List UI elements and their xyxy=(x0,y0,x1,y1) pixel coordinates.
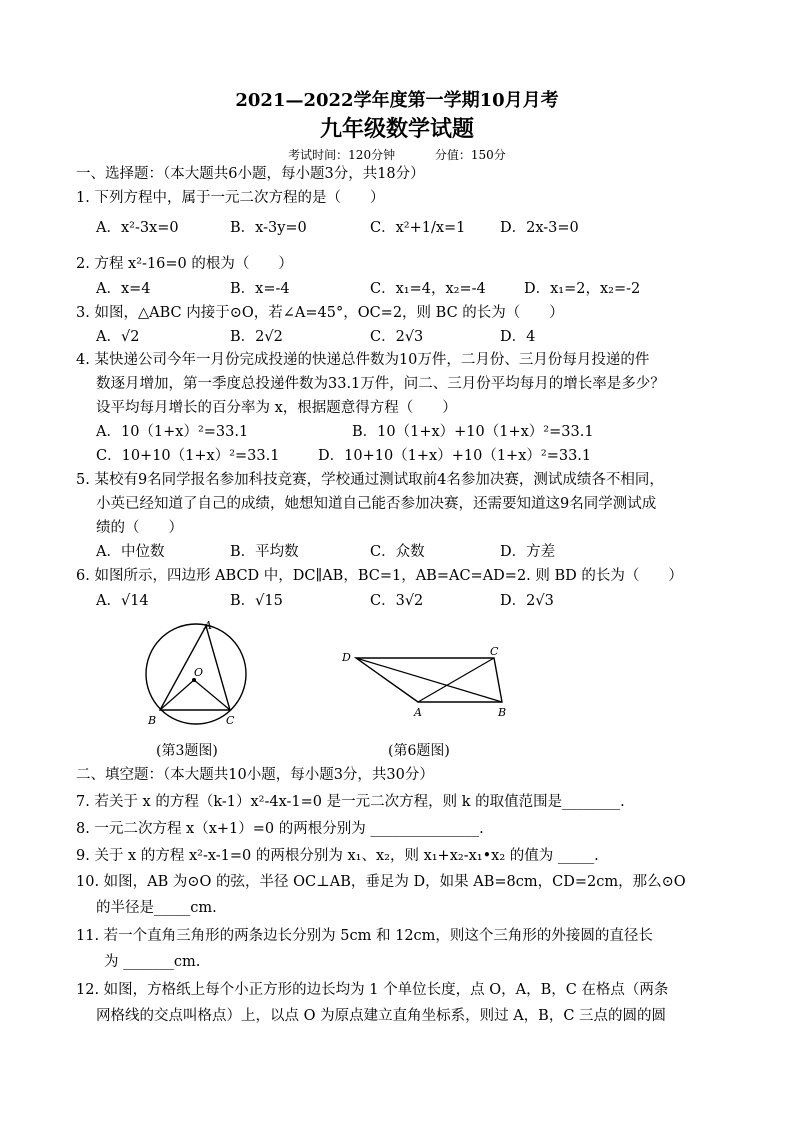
q5-option-a: A．中位数 xyxy=(96,544,165,560)
figure-q3-circle xyxy=(138,614,258,734)
q10-line2: 的半径是_____cm. xyxy=(96,900,217,916)
q12-line1: 12. 如图，方格纸上每个小正方形的边长均为 1 个单位长度，点 O，A，B，C 在格点（两条 xyxy=(76,982,669,998)
q4-option-a: A．10（1+x）²=33.1 xyxy=(96,424,249,440)
q6-stem: 6. 如图所示，四边形 ABCD 中，DC∥AB，BC=1，AB=AC=AD=2. 则 BD 的长为（ ） xyxy=(76,568,683,584)
q11-line1: 11. 若一个直角三角形的两条边长分别为 5cm 和 12cm，则这个三角形的外接圆的直径长 xyxy=(76,928,653,944)
segment-ob xyxy=(160,680,194,710)
q5-stem-line2: 小英已经知道了自己的成绩，她想知道自己能否参加决赛，还需要知道这9名同学测试成 xyxy=(96,496,657,512)
label-d: D xyxy=(342,651,351,664)
q8-text: 8. 一元二次方程 x（x+1）=0 的两根分别为 _______________. xyxy=(76,821,484,837)
q1-stem: 1. 下列方程中，属于一元二次方程的是（ ） xyxy=(76,190,385,206)
q5-option-c: C．众数 xyxy=(370,544,425,560)
q2-stem: 2. 方程 x²-16=0 的根为（ ） xyxy=(76,256,293,272)
q3-option-b: B．2√2 xyxy=(230,329,283,345)
q4-stem-line1: 4. 某快递公司今年一月份完成投递的快递总件数为10万件，二月份、三月份每月投递的件 xyxy=(76,352,650,368)
exam-time: 考试时间：120分钟 xyxy=(288,148,396,162)
q1-option-b: B．x-3y=0 xyxy=(230,220,307,236)
q4-option-c: C．10+10（1+x）²=33.1 xyxy=(96,448,280,464)
q9-text: 9. 关于 x 的方程 x²-x-1=0 的两根分别为 x₁、x₂，则 x₁+x₂-x₁•x₂ 的值为 _____. xyxy=(76,848,599,864)
figure-q3-caption: (第3题图) xyxy=(156,743,218,759)
q3-option-d: D．4 xyxy=(500,329,536,345)
q5-option-d: D．方差 xyxy=(500,544,556,560)
q6-option-b: B．√15 xyxy=(230,593,283,609)
q3-option-c: C．2√3 xyxy=(370,329,424,345)
q7-text: 7. 若关于 x 的方程（k-1）x²-4x-1=0 是一元二次方程，则 k 的取值范围是________. xyxy=(76,794,625,810)
q4-stem-line2: 数逐月增加，第一季度总投递件数为33.1万件，问二、三月份平均每月的增长率是多少？ xyxy=(96,376,665,392)
label-a: A xyxy=(204,619,212,632)
q3-stem: 3. 如图，△ABC 内接于⊙O，若∠A=45°，OC=2，则 BC 的长为（ ） xyxy=(76,305,564,321)
exam-score: 分值：150分 xyxy=(434,148,506,162)
figure-q6-caption: (第6题图) xyxy=(388,743,450,759)
exam-title-line1: 2021—2022学年度第一学期10月月考 xyxy=(235,90,559,111)
q6-option-a: A．√14 xyxy=(96,593,149,609)
label-c: C xyxy=(490,645,499,658)
q5-stem-line1: 5. 某校有9名同学报名参加科技竞赛，学校通过测试取前4名参加决赛，测试成绩各不相同， xyxy=(76,472,664,488)
q1-option-a: A．x²-3x=0 xyxy=(96,220,179,236)
q6-option-d: D．2√3 xyxy=(500,593,554,609)
q3-option-a: A．√2 xyxy=(96,329,140,345)
q2-option-d: D．x₁=2，x₂=-2 xyxy=(524,281,641,297)
figure-q6-quadrilateral xyxy=(338,644,518,724)
q6-option-c: C．3√2 xyxy=(370,593,424,609)
q1-option-c: C．x²+1/x=1 xyxy=(370,220,466,236)
q4-option-b: B．10（1+x）+10（1+x）²=33.1 xyxy=(352,424,594,440)
q10-line1: 10. 如图，AB 为⊙O 的弦，半径 OC⊥AB，垂足为 D，如果 AB=8cm，CD=2cm，那么⊙O xyxy=(76,874,686,890)
q11-line2: 为 _______cm. xyxy=(104,954,201,970)
exam-meta xyxy=(0,146,794,163)
segment-oc xyxy=(194,680,230,710)
label-c: C xyxy=(226,714,235,727)
label-b: B xyxy=(498,706,507,719)
label-a: A xyxy=(414,706,422,719)
q5-stem-line3: 绩的（ ） xyxy=(96,520,183,536)
q4-option-d: D．10+10（1+x）+10（1+x）²=33.1 xyxy=(318,448,592,464)
exam-title-line2: 九年级数学试题 xyxy=(319,116,474,142)
q1-option-d: D．2x-3=0 xyxy=(500,220,579,236)
q4-stem-line3: 设平均每月增长的百分率为 x，根据题意得方程（ ） xyxy=(96,400,457,416)
section-2-heading: 二、填空题：（本大题共10小题，每小题3分，共30分） xyxy=(76,767,434,783)
section-1-heading: 一、选择题：（本大题共6小题，每小题3分，共18分） xyxy=(76,166,425,182)
label-b: B xyxy=(148,714,157,727)
q12-line2: 网格线的交点叫格点）上，以点 O 为原点建立直角坐标系，则过 A，B，C 三点的圆的圆 xyxy=(96,1008,667,1024)
q2-option-b: B．x=-4 xyxy=(230,281,290,297)
q2-option-a: A．x=4 xyxy=(96,281,151,297)
label-o: O xyxy=(194,666,204,679)
q5-option-b: B．平均数 xyxy=(230,544,299,560)
q2-option-c: C．x₁=4，x₂=-4 xyxy=(370,281,486,297)
